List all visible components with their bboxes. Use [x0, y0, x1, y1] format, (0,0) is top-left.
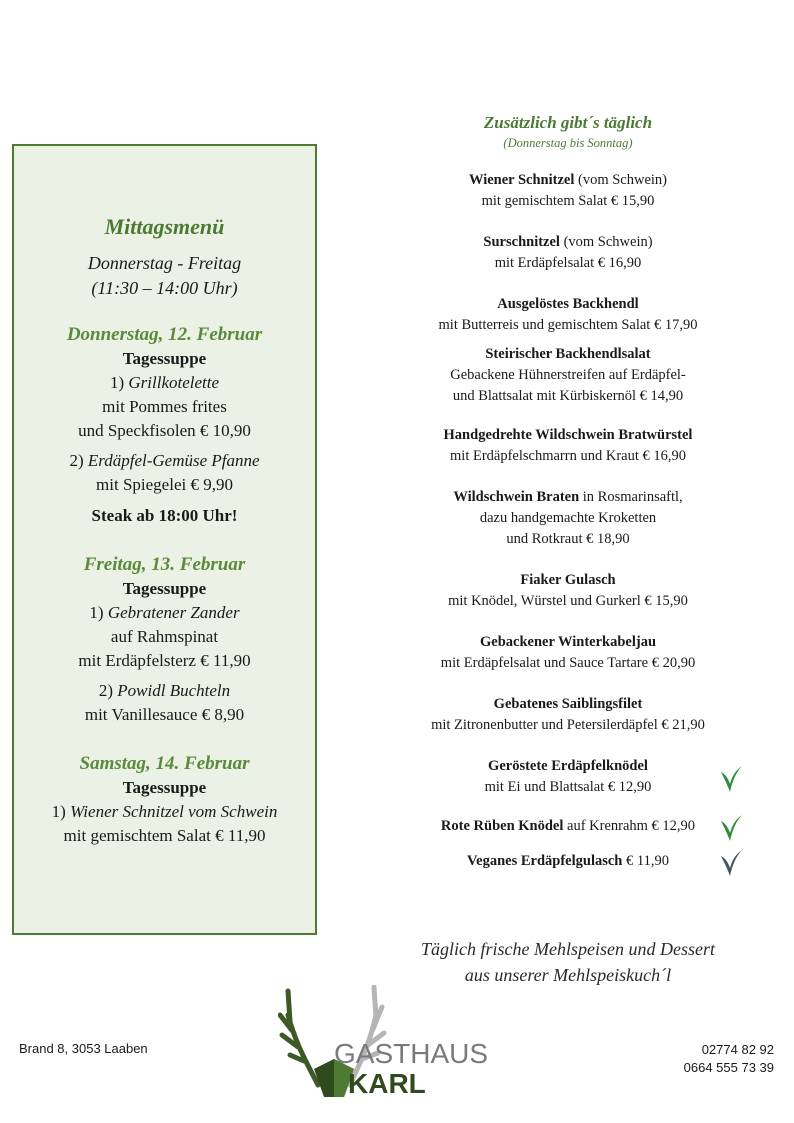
dish-description: mit Erdäpfelsalat € 16,90: [494, 255, 642, 271]
dish-name: Handgedrehte Wildschwein Bratwürstel: [443, 427, 693, 443]
gasthaus-logo: [278, 985, 508, 1097]
dish-2: [14, 679, 315, 703]
day-heading: Donnerstag, 12. Februar: [66, 324, 263, 345]
dish-suffix: (vom Schwein): [559, 234, 653, 250]
dish-title: [398, 570, 738, 591]
dish-suffix: in Rosmarinsaftl,: [579, 489, 683, 505]
phone-mobile: 0664 555 73 39: [683, 1060, 774, 1075]
dish-title: [398, 425, 738, 446]
dish-name: Veganes Erdäpfelgulasch: [467, 853, 623, 869]
vegetarian-leaf-icon: [718, 813, 744, 843]
dish-1: [14, 371, 315, 395]
dish-item: [398, 232, 738, 274]
deer-antler-icon: [278, 985, 508, 1097]
dish-description: mit Knödel, Würstel und Gurkerl € 15,90: [448, 593, 688, 609]
dish-name: Wiener Schnitzel vom Schwein: [70, 802, 278, 821]
dish-number: 1): [89, 603, 104, 622]
day-heading: Freitag, 13. Februar: [83, 554, 246, 575]
dish-number: 1): [51, 802, 66, 821]
lunch-menu-days: Donnerstag - Freitag: [87, 253, 242, 273]
dish-description: dazu handgemachte Kroketten: [479, 510, 657, 526]
dish-detail: mit Pommes frites: [102, 397, 227, 416]
dish-description: mit Ei und Blattsalat € 12,90: [484, 779, 652, 795]
dish-name: Wiener Schnitzel: [468, 172, 575, 188]
dish-detail: mit Erdäpfelsterz € 11,90: [78, 651, 251, 670]
dish-title: [398, 232, 738, 253]
dish-title: [398, 756, 738, 777]
dish-description: mit gemischtem Salat € 15,90: [481, 193, 655, 209]
day-saturday: [14, 751, 315, 848]
phone-landline: 02774 82 92: [701, 1042, 774, 1057]
day-friday: [14, 552, 315, 727]
dish-description: Gebackene Hühnerstreifen auf Erdäpfel-: [450, 367, 686, 383]
dish-item: [398, 294, 738, 336]
dish-description: und Blattsalat mit Kürbiskernöl € 14,90: [452, 388, 684, 404]
logo-text-karl: KARL: [348, 1068, 426, 1097]
dish-name: Surschnitzel: [483, 234, 560, 250]
daily-menu-subtitle: (Donnerstag bis Sonntag): [503, 136, 633, 150]
phone-numbers: [684, 1041, 774, 1077]
dish-suffix: auf Krenrahm € 12,90: [563, 818, 696, 834]
dessert-note-line: aus unserer Mehlspeiskuch´l: [464, 965, 672, 985]
dish-description: mit Butterreis und gemischtem Salat € 17,90: [438, 317, 698, 333]
dish-item: [398, 816, 738, 837]
dish-name: Erdäpfel-Gemüse Pfanne: [87, 451, 260, 470]
dish-title: [398, 170, 738, 191]
logo-text-gasthaus: GASTHAUS: [334, 1038, 489, 1069]
dish-name: Rote Rüben Knödel: [440, 818, 564, 834]
dish-number: 2): [98, 681, 114, 700]
steak-note: Steak ab 18:00 Uhr!: [91, 506, 238, 525]
dish-name: Geröstete Erdäpfelknödel: [488, 758, 648, 774]
dish-detail: mit Spiegelei € 9,90: [96, 475, 233, 494]
soup-label: Tagessuppe: [122, 349, 207, 368]
address: Brand 8, 3053 Laaben: [19, 1041, 148, 1056]
daily-menu: [398, 112, 738, 872]
dish-name: Wildschwein Braten: [453, 489, 580, 505]
dish-item: [398, 344, 738, 407]
dish-1: [14, 601, 315, 625]
dish-detail: auf Rahmspinat: [110, 627, 219, 646]
dish-title: [398, 344, 738, 365]
dish-title: [398, 632, 738, 653]
dish-item: [398, 632, 738, 674]
dish-name: Gebatenes Saiblingsfilet: [493, 696, 643, 712]
daily-menu-title: Zusätzlich gibt´s täglich: [483, 113, 653, 132]
dish-item: [398, 425, 738, 467]
dish-name: Steirischer Backhendlsalat: [485, 346, 651, 362]
dish-title: [398, 816, 738, 837]
day-heading: Samstag, 14. Februar: [79, 753, 250, 774]
dish-suffix: € 11,90: [622, 853, 669, 869]
soup-label: Tagessuppe: [122, 778, 207, 797]
dish-number: 2): [69, 451, 84, 470]
dish-detail: mit gemischtem Salat € 11,90: [63, 826, 266, 845]
dish-name: Gebratener Zander: [107, 603, 240, 622]
dish-name: Ausgelöstes Backhendl: [497, 296, 639, 312]
dish-title: [398, 694, 738, 715]
dish-name: Powidl Buchteln: [117, 681, 231, 700]
vegan-leaf-icon: [718, 848, 744, 878]
day-thursday: [14, 322, 315, 528]
dish-item: [398, 487, 738, 550]
dish-name: Fiaker Gulasch: [520, 572, 616, 588]
lunch-menu-title: Mittagsmenü: [104, 214, 225, 239]
lunch-menu-hours: (11:30 – 14:00 Uhr): [91, 278, 238, 298]
dish-title: [398, 851, 738, 872]
dish-suffix: (vom Schwein): [574, 172, 667, 188]
dessert-note-line: Täglich frische Mehlspeisen und Dessert: [421, 939, 715, 959]
dish-item: [398, 170, 738, 212]
dish-description: und Rotkraut € 18,90: [506, 531, 630, 547]
dish-name: Grillkotelette: [128, 373, 220, 392]
dish-title: [398, 487, 738, 508]
lunch-menu-box: [12, 144, 317, 935]
dish-2: [14, 449, 315, 473]
dish-title: [398, 294, 738, 315]
dish-1: [14, 800, 315, 824]
dish-item: [398, 570, 738, 612]
dish-detail: mit Vanillesauce € 8,90: [84, 705, 245, 724]
dish-number: 1): [109, 373, 125, 392]
soup-label: Tagessuppe: [122, 579, 207, 598]
vegetarian-leaf-icon: [718, 764, 744, 794]
dish-description: mit Zitronenbutter und Petersilerdäpfel € 21,90: [431, 717, 705, 733]
dish-detail: und Speckfisolen € 10,90: [78, 421, 251, 440]
dish-item: [398, 694, 738, 736]
dessert-note: [398, 936, 738, 988]
daily-dish-list: [398, 170, 738, 872]
dish-description: mit Erdäpfelschmarrn und Kraut € 16,90: [450, 448, 686, 464]
dish-description: mit Erdäpfelsalat und Sauce Tartare € 20,90: [440, 655, 696, 671]
dish-name: Gebackener Winterkabeljau: [479, 634, 657, 650]
dish-item: [398, 756, 738, 798]
dish-item: [398, 851, 738, 872]
